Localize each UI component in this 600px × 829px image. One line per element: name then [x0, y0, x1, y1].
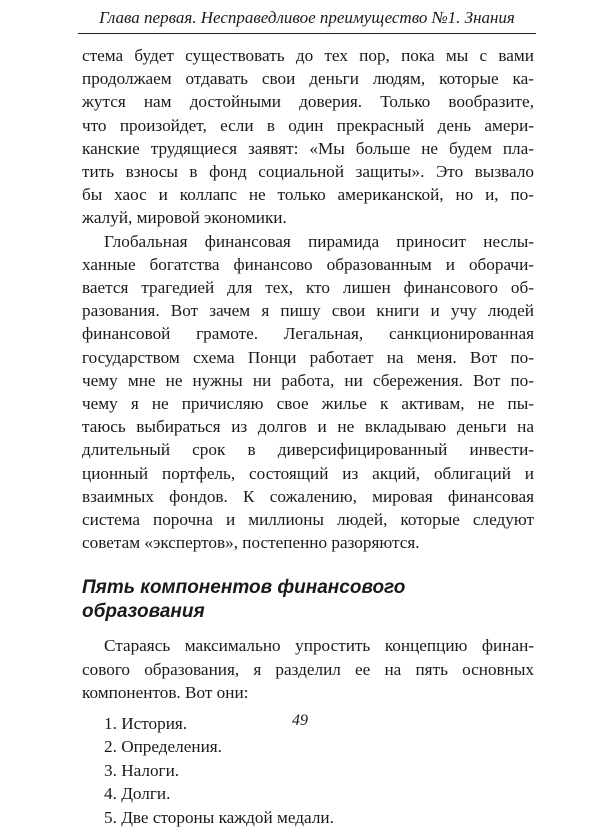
- text-line: таюсь выбираться из долгов и не вкладываю деньги на: [82, 417, 534, 437]
- text-line: продолжаем отдавать свои деньги людям, которые ка-: [82, 69, 534, 89]
- text-line: ханные богатства финансово образованным и оборачи-: [82, 254, 534, 274]
- text-line: Стараясь максимально упростить концепцию финан-: [104, 636, 534, 656]
- text-line: государством схема Понци работает на меня. Вот по-: [82, 347, 534, 367]
- paragraph-2: [82, 230, 534, 555]
- list-item: 4. Долги.: [104, 784, 171, 804]
- paragraph-3: [82, 634, 534, 704]
- list-item: 2. Определения.: [104, 737, 222, 757]
- text-line: ционный портфель, состоящий из акций, облигаций и: [82, 463, 534, 483]
- text-line: длительный срок в диверсифицированный инвести-: [82, 440, 534, 460]
- text-line: финансовой грамоте. Легальная, санкционированная: [82, 324, 534, 344]
- running-header: Глава первая. Несправедливое преимущество №1. Знания: [78, 8, 536, 34]
- text-line: взаимных фондов. К сожалению, мировая финансовая: [82, 486, 534, 506]
- text-line: жалуй, мировой экономики.: [82, 208, 287, 228]
- list-item: 1. История.: [104, 714, 188, 734]
- text-line: чему я не причисляю свое жилье к активам, не пы-: [82, 394, 534, 414]
- heading-line: Пять компонентов финансового: [82, 577, 406, 599]
- paragraph-1: [82, 44, 534, 230]
- list-item: 3. Налоги.: [104, 760, 180, 780]
- text-line: сового образования, я разделил ее на пять основных: [82, 659, 534, 679]
- text-line: бы хаос и коллапс не только американской, но и, по-: [82, 185, 534, 205]
- text-line: система порочна и миллионы людей, которые следуют: [82, 510, 534, 530]
- heading-line: образования: [82, 601, 205, 623]
- text-line: вается трагедией для тех, кто лишен финансового об-: [82, 278, 534, 298]
- text-line: канские трудящиеся заявят: «Мы больше не будем пла-: [82, 138, 534, 158]
- text-line: Глобальная финансовая пирамида приносит неслы-: [104, 231, 534, 251]
- text-line: разования. Вот зачем я пишу свои книги и учу людей: [82, 301, 534, 321]
- text-line: тить взносы в фонд социальной защиты». Это вызвало: [82, 162, 534, 182]
- text-line: советам «экспертов», постепенно разоряются.: [82, 533, 420, 553]
- section-heading: [82, 576, 534, 624]
- text-line: что произойдет, если в один прекрасный день амери-: [82, 115, 534, 135]
- list-item: 5. Две стороны каждой медали.: [104, 807, 334, 827]
- text-line: стема будет существовать до тех пор, пока мы с вами: [82, 46, 534, 65]
- text-line: чему мне не нужны ни работа, ни сбережения. Вот по-: [82, 370, 534, 390]
- page-number: 49: [292, 712, 308, 729]
- text-line: жутся нам достойными доверия. Только вообразите,: [82, 92, 534, 112]
- text-line: компонентов. Вот они:: [82, 682, 249, 702]
